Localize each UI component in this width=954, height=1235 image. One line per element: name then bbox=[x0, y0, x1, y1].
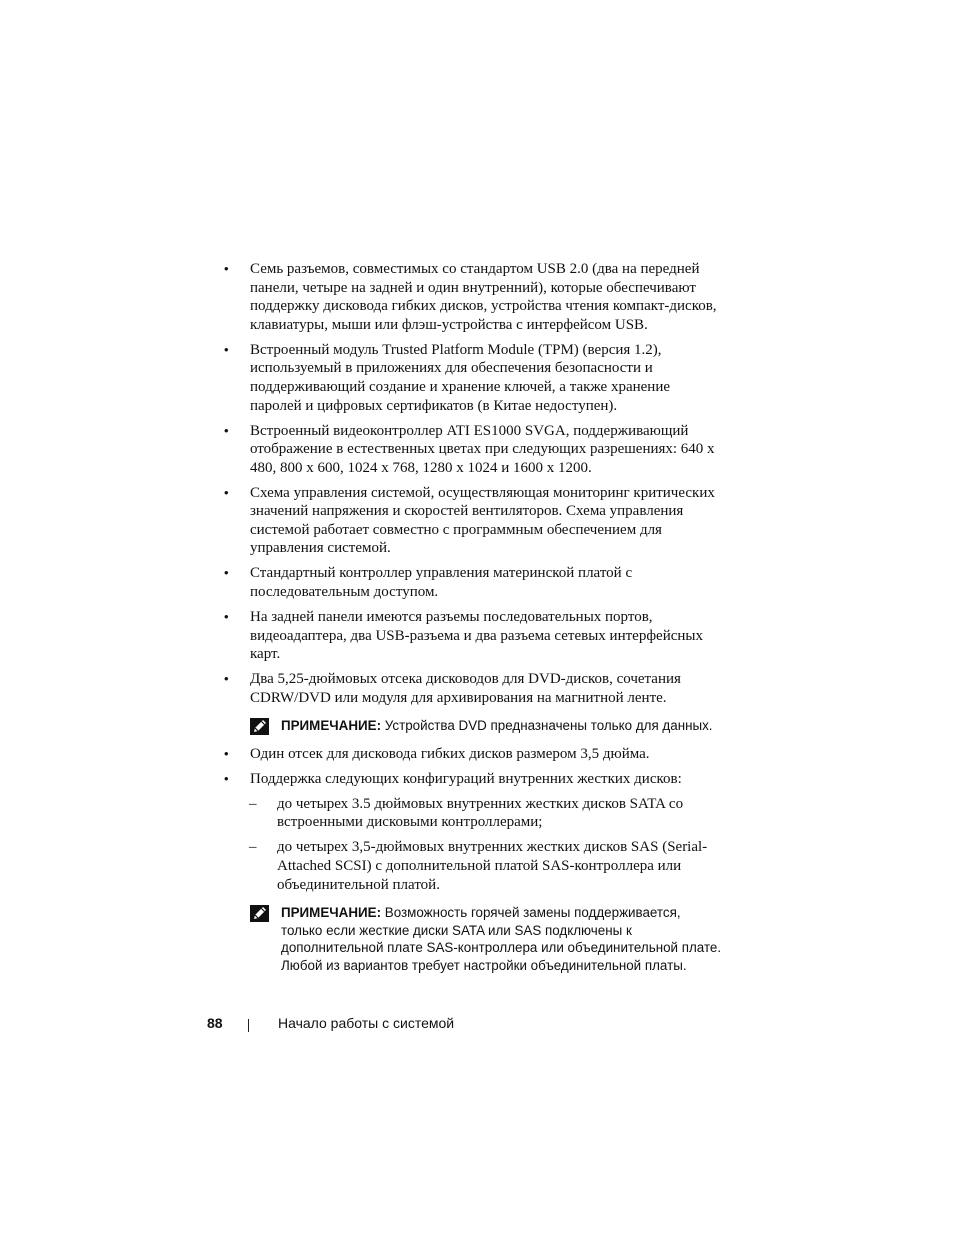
list-item bbox=[222, 260, 722, 334]
list-item-text: Встроенный видеоконтроллер ATI ES1000 SVGA, поддерживающий отображение в естественных цветах при следующих разрешениях: 640 x 480, 800 x 600, 1024 x 768, 1280 x 1024 и 1600 x 1200. bbox=[250, 422, 715, 476]
list-item bbox=[222, 670, 722, 707]
chapter-title: Начало работы с системой bbox=[278, 1015, 455, 1031]
sub-list-item bbox=[222, 795, 722, 832]
list-item-text: Схема управления системой, осуществляющая мониторинг критических значений напряжения и скоростей вентиляторов. Схема управления системой работает совместно с программным обеспечением для управления системой. bbox=[250, 484, 715, 557]
list-item-text: Два 5,25-дюймовых отсека дисководов для DVD-дисков, сочетания CDRW/DVD или модуля для архивирования на магнитной ленте. bbox=[250, 671, 681, 706]
note-pencil-icon bbox=[250, 905, 269, 922]
bullet-marker: • bbox=[224, 261, 229, 276]
list-item-text: Один отсек для дисковода гибких дисков размером 3,5 дюйма. bbox=[250, 745, 650, 762]
bullet-marker: • bbox=[224, 484, 229, 500]
dash-marker: – bbox=[249, 795, 257, 812]
list-item bbox=[222, 341, 722, 415]
page-number: 88 bbox=[207, 1015, 223, 1031]
list-item-text: Семь разъемов, совместимых со стандартом USB 2.0 (два на передней панели, четыре на задней и один внутренний), которые обеспечивают поддержку дисковода гибких дисков, устройства чтения компакт-дисков, клавиатуры, мыши или флэш-устройства с интерфейсом USB. bbox=[250, 261, 717, 333]
list-item-text: до четырех 3.5 дюймовых внутренних жестких дисков SATA со встроенными дисковыми контроллерами; bbox=[277, 795, 684, 831]
list-item bbox=[222, 422, 722, 478]
list-item-text: На задней панели имеются разъемы последовательных портов, видеоадаптера, два USB-разъема и два разъема сетевых интерфейсных карт. bbox=[250, 609, 703, 663]
list-item bbox=[222, 770, 722, 789]
bullet-marker: • bbox=[224, 609, 229, 625]
note-text: Устройства DVD предназначены только для данных. bbox=[384, 718, 713, 734]
bullet-marker: • bbox=[224, 770, 229, 786]
list-item-text: Поддержка следующих конфигураций внутренних жестких дисков: bbox=[250, 770, 682, 787]
bullet-marker: • bbox=[224, 422, 229, 438]
list-item-text: Стандартный контроллер управления материнской платой с последовательным доступом. bbox=[250, 565, 633, 601]
note-label: ПРИМЕЧАНИЕ: bbox=[281, 905, 382, 921]
list-item bbox=[222, 608, 722, 664]
bullet-marker: • bbox=[224, 745, 229, 761]
note-text: Возможность горячей замены поддерживается, только если жесткие диски SATA или SAS подключены к дополнительной плате SAS-контроллера или объединительной плате. Любой из вариантов требует настройки объединительной платы. bbox=[281, 905, 722, 973]
dash-marker: – bbox=[249, 839, 257, 856]
note-label: ПРИМЕЧАНИЕ: bbox=[281, 718, 382, 734]
list-item bbox=[222, 564, 722, 601]
bullet-marker: • bbox=[224, 341, 229, 357]
footer-separator bbox=[248, 1019, 249, 1032]
feature-list bbox=[222, 260, 722, 984]
list-item bbox=[222, 484, 722, 558]
list-item-text: до четырех 3,5-дюймовых внутренних жестких дисков SAS (Serial-Attached SCSI) с дополнительной платой SAS-контроллера или объединительной платой. bbox=[277, 839, 708, 893]
list-item bbox=[222, 745, 722, 764]
bullet-marker: • bbox=[224, 671, 229, 687]
bullet-marker: • bbox=[224, 565, 229, 581]
note-block bbox=[222, 717, 722, 735]
note-pencil-icon bbox=[250, 718, 269, 735]
list-item-text: Встроенный модуль Trusted Platform Module (TPM) (версия 1.2), используемый в приложениях для обеспечения безопасности и поддерживающий создание и хранение ключей, а также хранение паролей и цифровых сертификатов (в Китае недоступен). bbox=[250, 341, 671, 414]
sub-list-item bbox=[222, 838, 722, 894]
note-block bbox=[222, 904, 722, 974]
